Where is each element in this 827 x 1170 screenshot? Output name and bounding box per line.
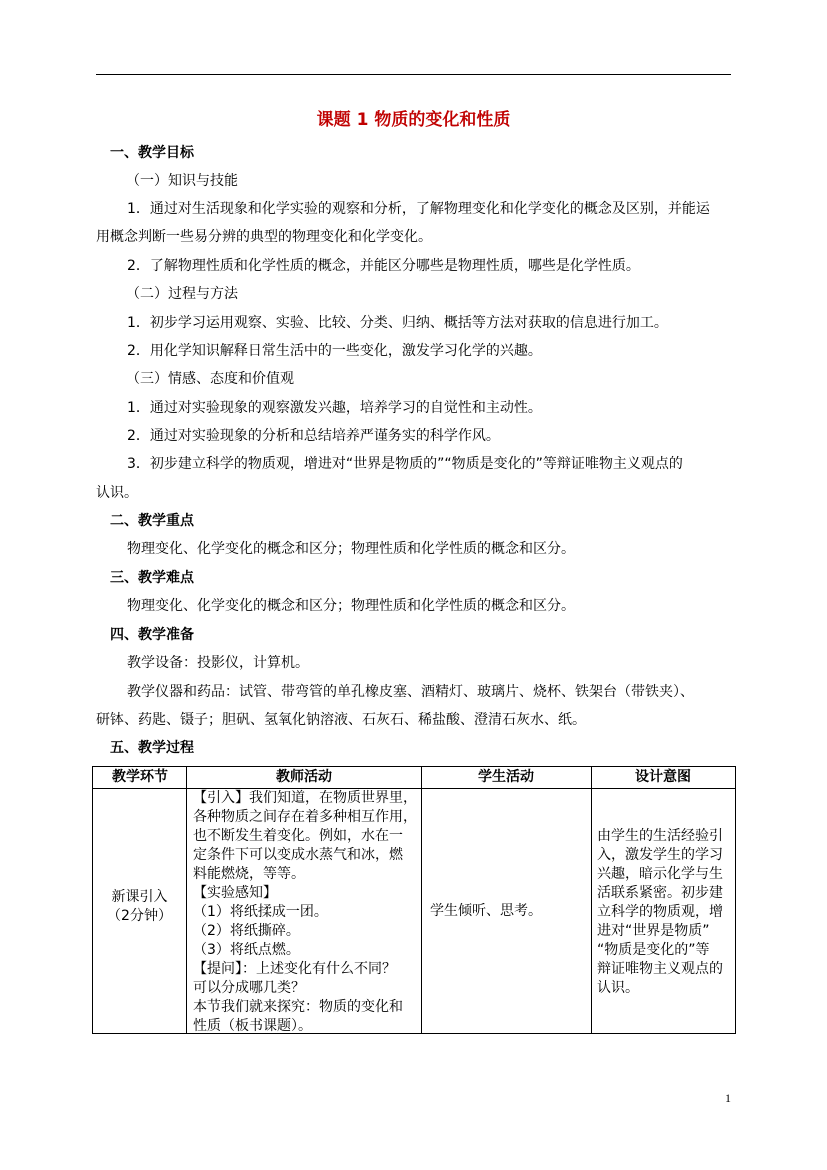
teacher-line: 也不断发生着变化。例如，水在一: [193, 828, 403, 844]
table-header-teacher: 教师活动: [276, 769, 332, 785]
teacher-line: 【提问】：上述变化有什么不同？: [193, 961, 396, 977]
paragraph: 教学仪器和药品：试管、带弯管的单孔橡皮塞、酒精灯、玻璃片、烧杯、铁架台（带铁夹）、: [127, 684, 694, 700]
paragraph: 1．通过对生活现象和化学实验的观察和分析，了解物理变化和化学变化的概念及区别，并能运: [127, 201, 710, 217]
intent-line: “物质是变化的”等: [597, 942, 710, 958]
table-divider: [421, 767, 422, 1033]
intent-line: 兴趣，暗示化学与生: [597, 866, 723, 882]
page-number: 1: [725, 1091, 731, 1105]
teacher-line: 【引入】我们知道，在物质世界里，: [193, 790, 417, 806]
teaching-process-table: [92, 766, 736, 1034]
table-cell-intent: [597, 827, 735, 998]
paragraph: 1．通过对实验现象的观察激发兴趣，培养学习的自觉性和主动性。: [127, 400, 542, 416]
subheading-process: （二）过程与方法: [126, 286, 238, 302]
table-header-stage: 教学环节: [112, 769, 168, 785]
intent-line: 立科学的物质观，增: [597, 904, 723, 920]
section-heading-preparation: 四、教学准备: [110, 627, 194, 643]
section-heading-objectives: 一、教学目标: [110, 145, 194, 161]
paragraph: 2．通过对实验现象的分析和总结培养严谨务实的科学作风。: [127, 428, 500, 444]
teacher-line: 可以分成哪几类？: [193, 980, 305, 996]
stage-duration: （2分钟）: [107, 908, 172, 924]
teacher-line: 【实验感知】: [193, 885, 277, 901]
paragraph: 物理变化、化学变化的概念和区分；物理性质和化学性质的概念和区分。: [127, 541, 575, 557]
intent-line: 活联系紧密。初步建: [597, 885, 723, 901]
subheading-values: （三）情感、态度和价值观: [126, 371, 294, 387]
section-heading-process: 五、教学过程: [110, 740, 194, 756]
paragraph: 2．用化学知识解释日常生活中的一些变化，激发学习化学的兴趣。: [127, 343, 542, 359]
table-header-intent: 设计意图: [635, 769, 691, 785]
table-divider: [186, 767, 187, 1033]
stage-name: 新课引入: [111, 889, 168, 905]
table-cell-stage: [93, 888, 186, 926]
teacher-line: （2）将纸撕碎。: [193, 923, 300, 939]
paragraph: 2．了解物理性质和化学性质的概念，并能区分哪些是物理性质，哪些是化学性质。: [127, 258, 640, 274]
table-cell-student: 学生倾听、思考。: [430, 903, 542, 919]
teacher-line: 性质（板书课题）。: [193, 1018, 312, 1034]
intent-line: 进对“世界是物质”: [597, 923, 710, 939]
teacher-line: （1）将纸揉成一团。: [193, 904, 328, 920]
paragraph: 1．初步学习运用观察、实验、比较、分类、归纳、概括等方法对获取的信息进行加工。: [127, 315, 668, 331]
table-header-student: 学生活动: [478, 769, 534, 785]
paragraph: 3．初步建立科学的物质观，增进对“世界是物质的”“物质是变化的”等辩证唯物主义观点的: [127, 456, 683, 472]
section-heading-difficulties: 三、教学难点: [110, 570, 194, 586]
table-cell-teacher: [193, 789, 419, 1036]
teacher-line: 定条件下可以变成水蒸气和冰，燃: [193, 847, 403, 863]
intent-line: 辩证唯物主义观点的: [597, 961, 723, 977]
table-divider: [591, 767, 592, 1033]
intent-line: 入，激发学生的学习: [597, 847, 723, 863]
teacher-line: 各种物质之间存在着多种相互作用，: [193, 809, 417, 825]
paragraph: 研钵、药匙、镊子；胆矾、氢氧化钠溶液、石灰石、稀盐酸、澄清石灰水、纸。: [96, 712, 586, 728]
teacher-line: （3）将纸点燃。: [193, 942, 300, 958]
paragraph: 教学设备：投影仪，计算机。: [127, 655, 309, 671]
paragraph: 用概念判断一些易分辨的典型的物理变化和化学变化。: [96, 229, 432, 245]
subheading-knowledge: （一）知识与技能: [126, 173, 238, 189]
paragraph: 认识。: [96, 485, 138, 501]
teacher-line: 本节我们就来探究：物质的变化和: [193, 999, 403, 1015]
section-heading-key-points: 二、教学重点: [110, 513, 194, 529]
header-rule: [96, 74, 731, 75]
intent-line: 认识。: [597, 980, 639, 996]
intent-line: 由学生的生活经验引: [597, 828, 723, 844]
page-title: 课题 1 物质的变化和性质: [316, 110, 511, 130]
paragraph: 物理变化、化学变化的概念和区分；物理性质和化学性质的概念和区分。: [127, 598, 575, 614]
teacher-line: 料能燃烧，等等。: [193, 866, 305, 882]
